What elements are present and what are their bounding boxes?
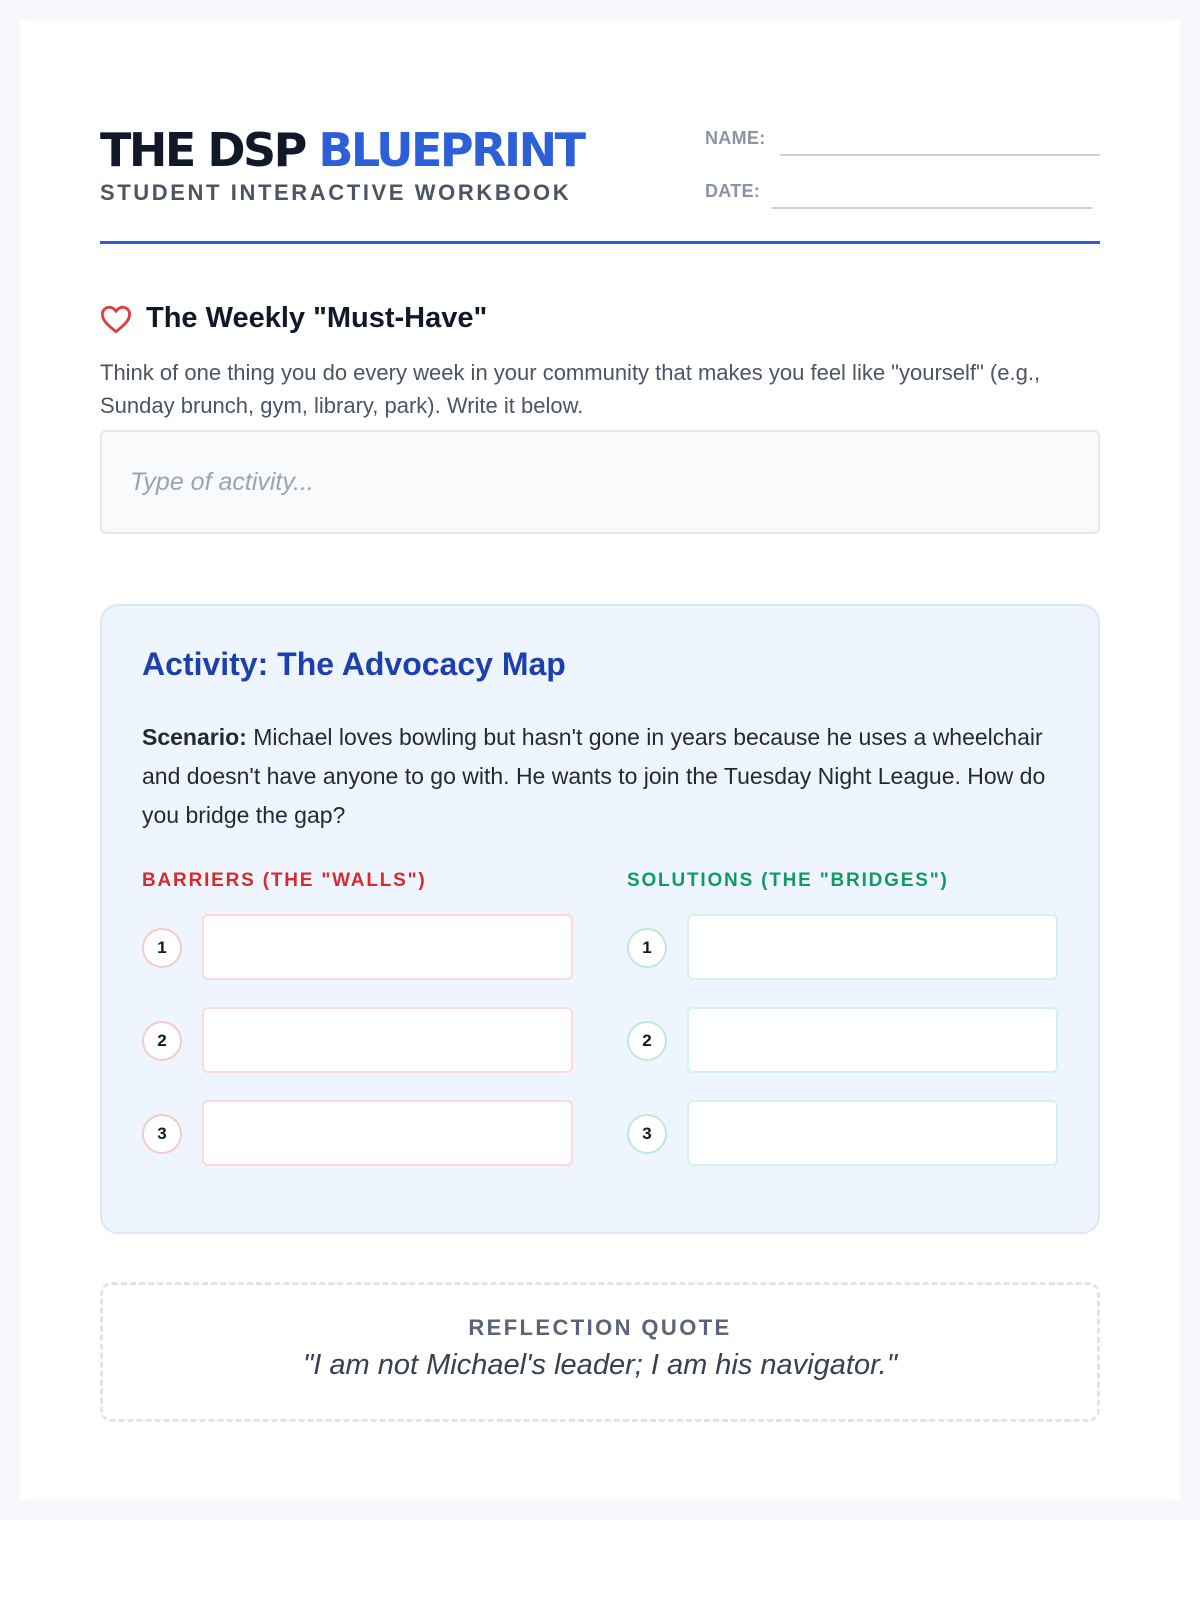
solution-row: [627, 1100, 1051, 1166]
barrier-input-3[interactable]: [202, 1100, 573, 1166]
reflection-quote-box: [100, 1282, 1100, 1422]
reflection-quote-text: "I am not Michael's leader; I am his navigator.": [302, 1349, 898, 1381]
solution-input-1[interactable]: [687, 914, 1058, 980]
solution-number-badge: 1: [627, 928, 667, 968]
must-have-description: Think of one thing you do every week in your community that makes you feel like "yourself" (e.g., Sunday brunch, gym, library, park). Write it below.: [100, 360, 1041, 418]
reflection-quote-label: REFLECTION QUOTE: [468, 1315, 732, 1340]
advocacy-map-card: [100, 604, 1100, 1234]
scenario-text: [142, 718, 1062, 835]
solutions-heading: SOLUTIONS (THE "BRIDGES"): [627, 870, 949, 891]
name-field-row: [705, 122, 1100, 158]
barrier-number-badge: 2: [142, 1021, 182, 1061]
date-label: DATE:: [705, 181, 761, 201]
barrier-row: [142, 914, 566, 980]
solution-number-badge: 2: [627, 1021, 667, 1061]
solution-input-2[interactable]: [687, 1007, 1058, 1073]
workbook-sheet: [20, 20, 1180, 1500]
title-main: THE DSP: [100, 123, 319, 177]
activity-input[interactable]: [100, 430, 1100, 534]
barrier-number-badge: 3: [142, 1114, 182, 1154]
barrier-number-badge: 1: [142, 928, 182, 968]
workbook-header: [100, 102, 1100, 244]
workbook-title: [100, 122, 584, 178]
name-label: NAME:: [705, 128, 766, 148]
heart-icon: [100, 304, 132, 334]
must-have-title: The Weekly "Must-Have": [146, 302, 488, 334]
solution-row: [627, 914, 1051, 980]
title-accent: BLUEPRINT: [318, 123, 584, 177]
solution-input-3[interactable]: [687, 1100, 1058, 1166]
solution-row: [627, 1007, 1051, 1073]
name-input[interactable]: [780, 122, 1100, 156]
barrier-input-2[interactable]: [202, 1007, 573, 1073]
date-field-row: [705, 175, 1100, 211]
advocacy-map-title: Activity: The Advocacy Map: [142, 646, 566, 682]
workbook-subtitle: STUDENT INTERACTIVE WORKBOOK: [100, 180, 572, 205]
barrier-row: [142, 1007, 566, 1073]
barrier-row: [142, 1100, 566, 1166]
solution-number-badge: 3: [627, 1114, 667, 1154]
scenario-body: Michael loves bowling but hasn't gone in years because he uses a wheelchair and doesn't have anyone to go with. He wants to join the Tuesday Night League. How do you bridge the gap?: [142, 724, 1046, 828]
scenario-label: Scenario:: [142, 724, 247, 750]
barrier-input-1[interactable]: [202, 914, 573, 980]
must-have-heading: [100, 300, 1000, 340]
date-input[interactable]: [772, 175, 1092, 209]
barriers-heading: BARRIERS (THE "WALLS"): [142, 870, 427, 891]
